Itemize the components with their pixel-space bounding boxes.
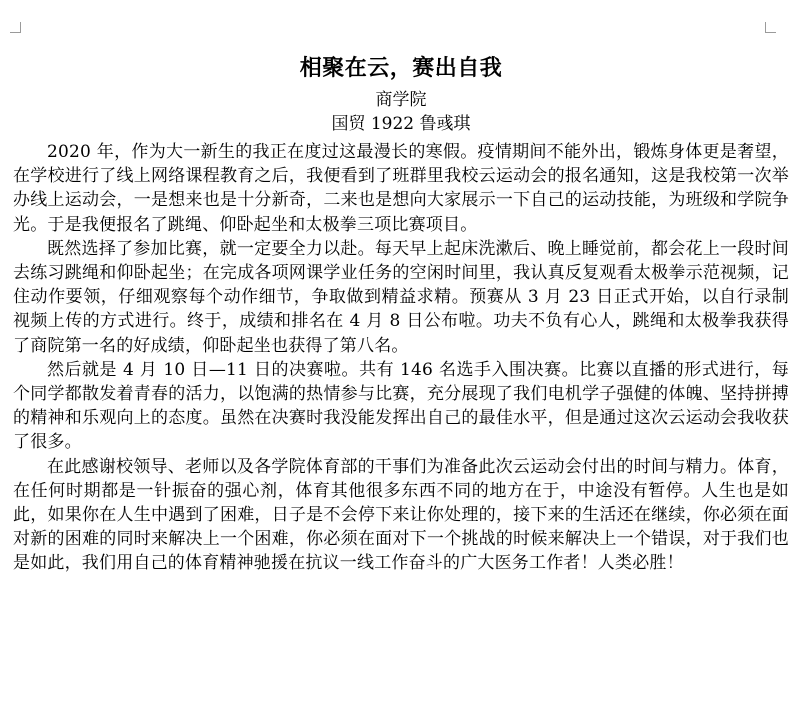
document-page <box>13 52 789 576</box>
paragraph-3: 然后就是 4 月 10 日—11 日的决赛啦。共有 146 名选手入围决赛。比赛以直播的形式进行，每个同学都散发着青春的活力，以饱满的热情参与比赛，充分展现了我们电机学子强健的体魄、坚持拼搏的精神和乐观向上的态度。虽然在决赛时我没能发挥出自己的最佳水平，但是通过这次云运动会我收获了很多。 <box>13 359 789 453</box>
paragraph-4: 在此感谢校领导、老师以及各学院体育部的干事们为准备此次云运动会付出的时间与精力。体育，在任何时期都是一针振奋的强心剂，体育其他很多东西不同的地方在于，中途没有暂停。人生也是如此，如果你在人生中遇到了困难，日子是不会停下来让你处理的，接下来的生活还在继续，你必须在面对新的困难的同时来解决上一个困难，你必须在面对下一个挑战的时候来解决上一个错误，对于我们也是如此，我们用自己的体育精神驰援在抗议一线工作奋斗的广大医务工作者！人类必胜！ <box>13 456 789 574</box>
department-line: 商学院 <box>375 90 427 110</box>
author-line: 国贸 1922 鲁彧琪 <box>331 114 471 134</box>
document-body <box>13 140 789 576</box>
crop-mark-top-left <box>10 22 21 33</box>
crop-mark-top-right <box>765 22 776 33</box>
paragraph-2: 既然选择了参加比赛，就一定要全力以赴。每天早上起床洗漱后、晚上睡觉前，都会花上一段时间去练习跳绳和仰卧起坐；在完成各项网课学业任务的空闲时间里，我认真反复观看太极拳示范视频，记住动作要领，仔细观察每个动作细节，争取做到精益求精。预赛从 3 月 23 日正式开始，以自行录制视频上传的方式进行。终于，成绩和排名在 4 月 8 日公布啦。功夫不负有心人，跳绳和太极拳我获得了商院第一名的好成绩，仰卧起坐也获得了第八名。 <box>13 238 789 356</box>
paragraph-1: 2020 年，作为大一新生的我正在度过这最漫长的寒假。疫情期间不能外出，锻炼身体更是奢望，在学校进行了线上网络课程教育之后，我便看到了班群里我校云运动会的报名通知，这是我校第一次举办线上运动会，一是想来也是十分新奇，二来也是想向大家展示一下自己的运动技能，为班级和学院争光。于是我便报名了跳绳、仰卧起坐和太极拳三项比赛项目。 <box>13 142 789 235</box>
document-title: 相聚在云，赛出自我 <box>299 55 503 81</box>
